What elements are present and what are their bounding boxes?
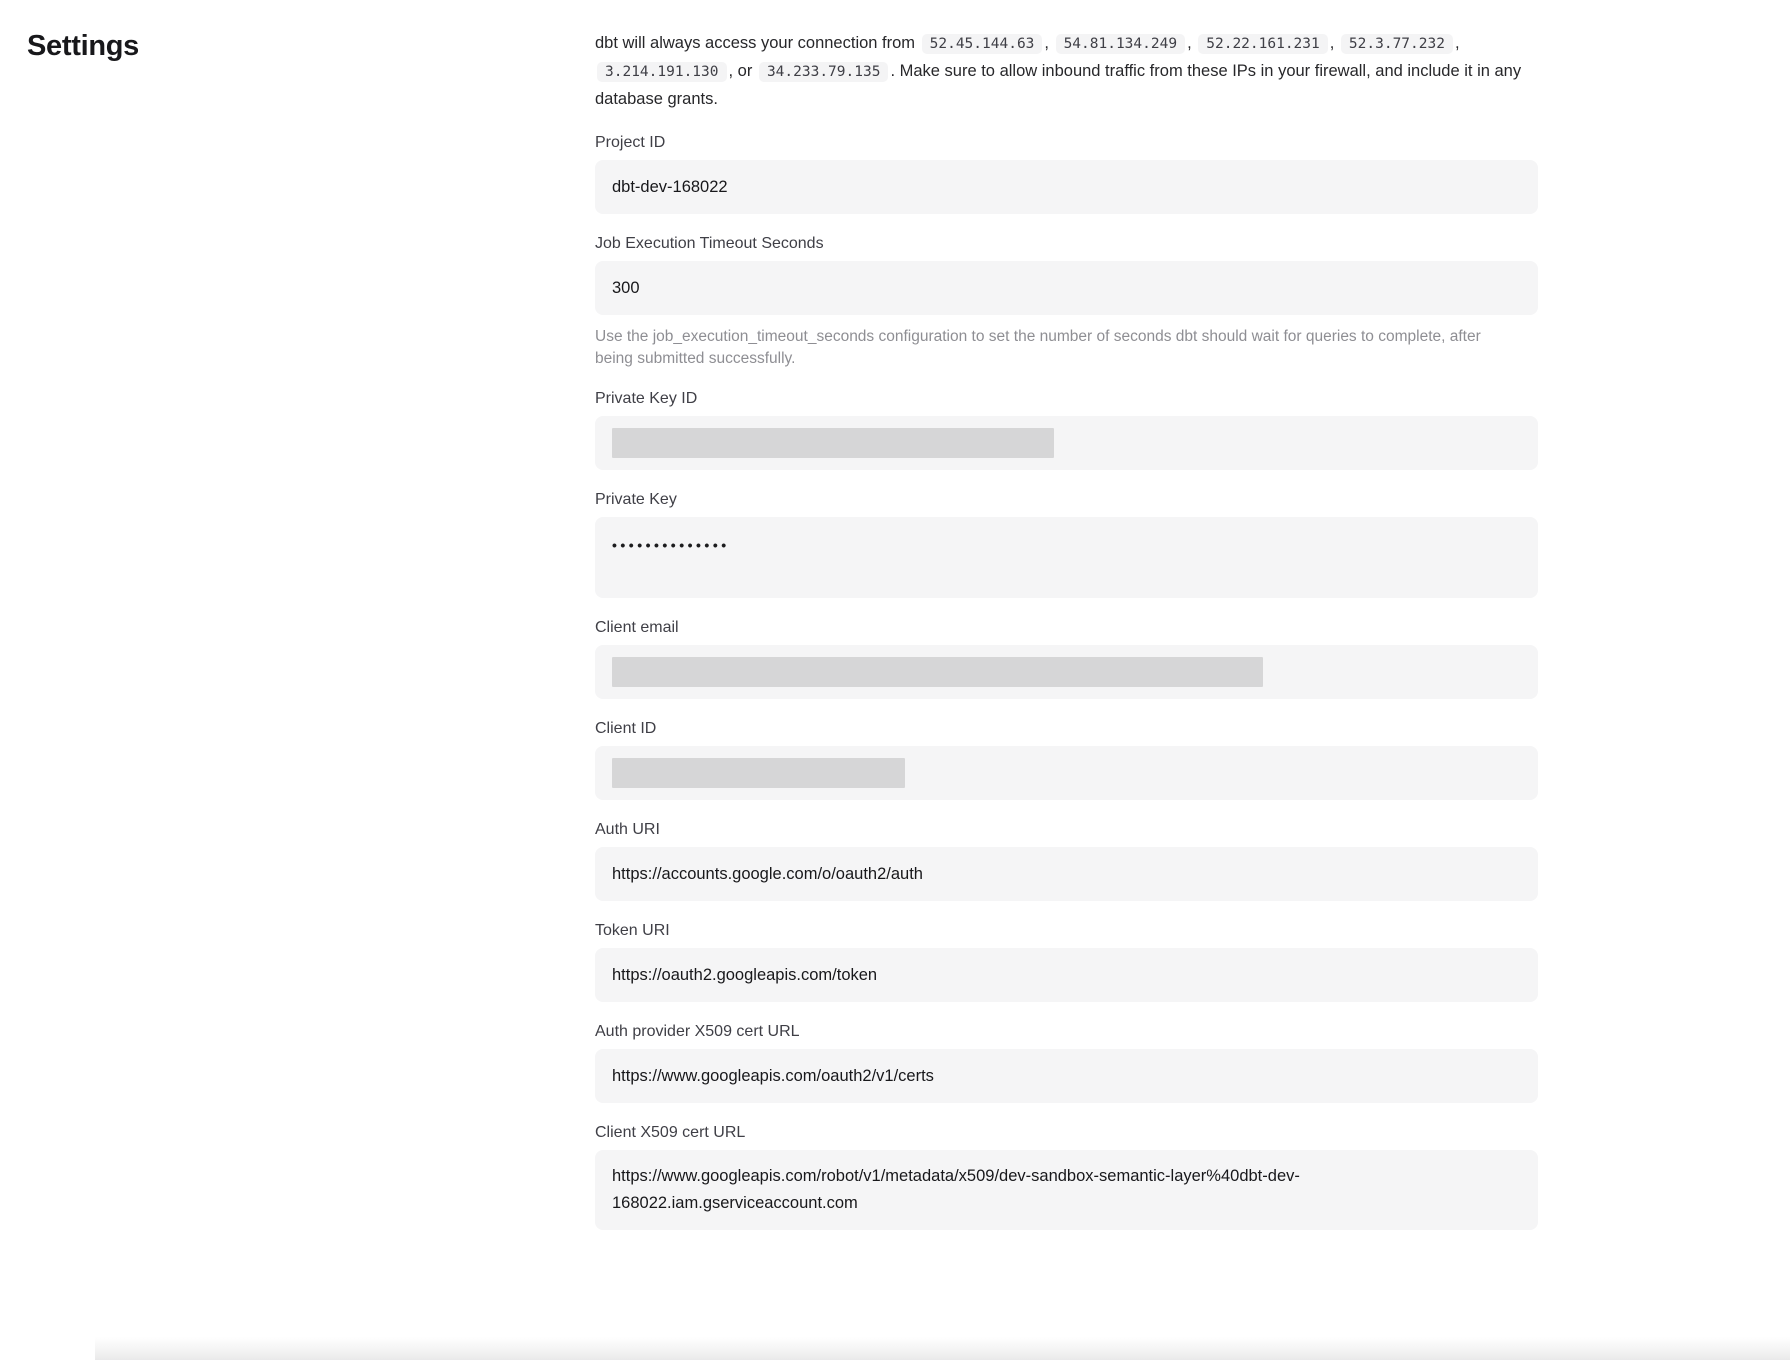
auth-uri-input[interactable] <box>595 847 1538 901</box>
client-id-redacted-value <box>612 758 905 788</box>
project-id-label: Project ID <box>595 134 666 151</box>
field-row-project-id <box>595 134 1538 214</box>
client-id-label: Client ID <box>595 720 657 737</box>
private-key-label: Private Key <box>595 491 677 508</box>
private-key-id-input[interactable] <box>595 416 1538 470</box>
ip-address-chip: 54.81.134.249 <box>1056 34 1186 54</box>
field-row-client-x509-cert-url <box>595 1124 1538 1230</box>
field-row-private-key-id <box>595 390 1538 470</box>
field-row-token-uri <box>595 922 1538 1002</box>
client-x509-cert-url-value: https://www.googleapis.com/robot/v1/metadata/x509/dev-sandbox-semantic-layer%40dbt-dev-168022.iam.gserviceaccount.com <box>612 1167 1300 1212</box>
token-uri-value: https://oauth2.googleapis.com/token <box>612 965 878 984</box>
field-row-auth-provider-x509-cert-url <box>595 1023 1538 1103</box>
ip-address-chip: 3.214.191.130 <box>597 62 727 82</box>
field-row-auth-uri <box>595 821 1538 901</box>
private-key-input[interactable] <box>595 517 1538 598</box>
job-execution-timeout-seconds-input[interactable] <box>595 261 1538 315</box>
auth-provider-x509-cert-url-input[interactable] <box>595 1049 1538 1103</box>
ip-address-chip: 52.3.77.232 <box>1341 34 1453 54</box>
field-row-client-email <box>595 619 1538 699</box>
ip-address-chip: 34.233.79.135 <box>759 62 889 82</box>
project-id-input[interactable] <box>595 160 1538 214</box>
connection-ip-notice: dbt will always access your connection from 52.45.144.63 , 54.81.134.249 , 52.22.161.231 , 52.3.77.232 , 3.214.191.130 , or 34.233.79.135 . Make sure to allow inbound traffic from these IPs in your firewall, and include it in any database grants. <box>595 34 1522 108</box>
job-execution-timeout-seconds-helper-text: Use the job_execution_timeout_seconds configuration to set the number of seconds dbt should wait for queries to complete, after being submitted successfully. <box>595 328 1481 367</box>
token-uri-label: Token URI <box>595 922 670 939</box>
client-x509-cert-url-input[interactable] <box>595 1150 1538 1230</box>
client-email-redacted-value <box>612 657 1263 687</box>
private-key-id-redacted-value <box>612 428 1054 458</box>
page-title: Settings <box>27 30 139 62</box>
auth-provider-x509-cert-url-value: https://www.googleapis.com/oauth2/v1/certs <box>612 1066 934 1085</box>
settings-panel <box>595 0 1538 1360</box>
ip-address-chip: 52.45.144.63 <box>922 34 1043 54</box>
bottom-panel-edge <box>95 1337 1790 1360</box>
field-row-client-id <box>595 720 1538 800</box>
project-id-value: dbt-dev-168022 <box>612 177 728 196</box>
left-pane <box>0 0 595 1360</box>
private-key-id-label: Private Key ID <box>595 390 698 407</box>
client-x509-cert-url-label: Client X509 cert URL <box>595 1124 746 1141</box>
job-execution-timeout-seconds-value: 300 <box>612 278 640 297</box>
client-email-input[interactable] <box>595 645 1538 699</box>
job-execution-timeout-seconds-label: Job Execution Timeout Seconds <box>595 235 824 252</box>
private-key-value: •••••••••••••• <box>612 537 730 553</box>
field-row-job-execution-timeout-seconds <box>595 235 1538 369</box>
token-uri-input[interactable] <box>595 948 1538 1002</box>
auth-uri-value: https://accounts.google.com/o/oauth2/auth <box>612 864 923 883</box>
field-row-private-key <box>595 491 1538 598</box>
ip-address-chip: 52.22.161.231 <box>1198 34 1328 54</box>
client-email-label: Client email <box>595 619 679 636</box>
settings-form <box>595 134 1538 1230</box>
client-id-input[interactable] <box>595 746 1538 800</box>
auth-uri-label: Auth URI <box>595 821 660 838</box>
auth-provider-x509-cert-url-label: Auth provider X509 cert URL <box>595 1023 800 1040</box>
